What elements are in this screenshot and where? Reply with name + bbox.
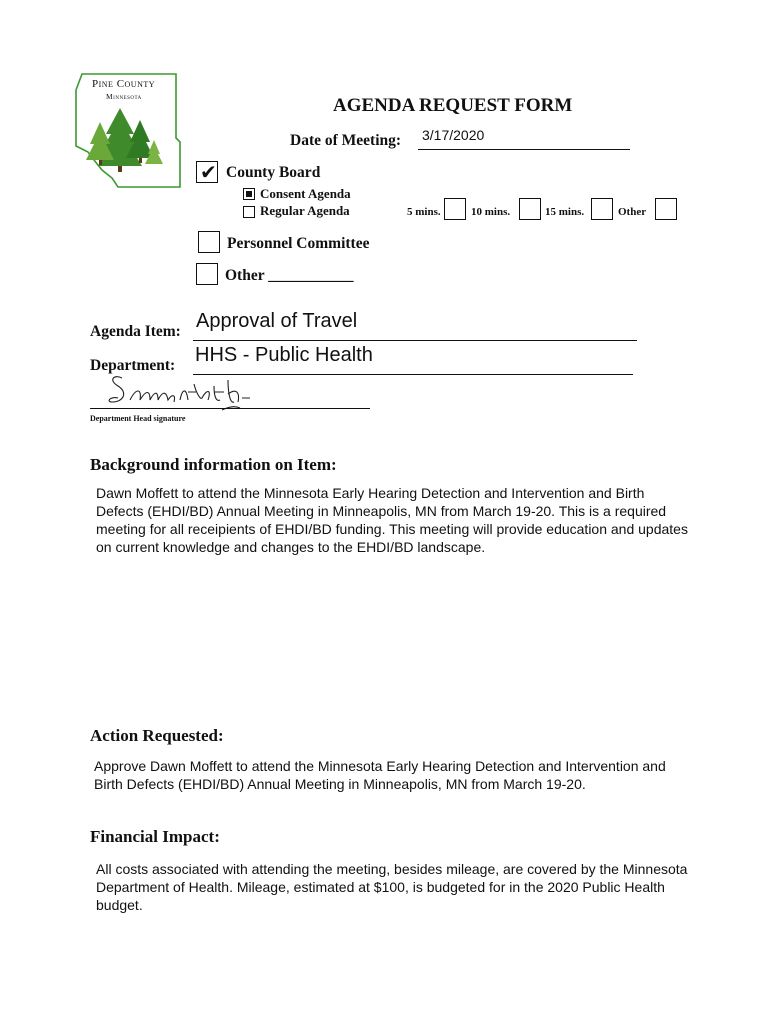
time-15-checkbox[interactable] — [591, 198, 613, 220]
time-5-label: 5 mins. — [407, 206, 441, 218]
date-field[interactable] — [418, 127, 630, 150]
time-10-label: 10 mins. — [471, 206, 511, 218]
personnel-committee-label: Personnel Committee — [227, 235, 370, 252]
background-line: on current knowledge and changes to the EHDI/BD landscape. — [96, 539, 486, 555]
regular-agenda-label: Regular Agenda — [260, 203, 350, 218]
other-checkbox[interactable] — [196, 263, 218, 285]
financial-line: Department of Health. Mileage, estimated at $100, is budgeted for in the 2020 Public Health — [96, 879, 665, 895]
financial-text[interactable] — [96, 860, 746, 914]
time-5-checkbox[interactable] — [444, 198, 466, 220]
logo-subtitle: Minnesota — [106, 92, 142, 101]
form-title: AGENDA REQUEST FORM — [333, 95, 573, 116]
logo-title: Pine County — [92, 78, 156, 90]
time-other-checkbox[interactable] — [655, 198, 677, 220]
agenda-item-label: Agenda Item: — [90, 323, 181, 340]
consent-agenda-checkbox[interactable] — [243, 188, 255, 200]
financial-line: budget. — [96, 897, 143, 913]
county-board-checkbox[interactable] — [196, 161, 218, 183]
regular-agenda-checkbox[interactable] — [243, 206, 255, 218]
checkmark-icon: ✔ — [200, 160, 217, 184]
background-text[interactable] — [96, 484, 746, 556]
handwritten-signature — [90, 372, 370, 412]
time-15-label: 15 mins. — [545, 206, 585, 218]
action-heading: Action Requested: — [90, 726, 224, 745]
background-line: Dawn Moffett to attend the Minnesota Early Hearing Detection and Intervention and Birth — [96, 485, 645, 501]
department-value: HHS - Public Health — [195, 344, 373, 366]
background-heading: Background information on Item: — [90, 455, 337, 474]
agenda-item-value: Approval of Travel — [196, 310, 358, 332]
agenda-item-field[interactable] — [193, 310, 637, 341]
department-label: Department: — [90, 357, 176, 374]
signature-field[interactable] — [90, 372, 370, 412]
time-other-label: Other — [618, 206, 647, 218]
action-line: Birth Defects (EHDI/BD) Annual Meeting in Minneapolis, MN from March 19-20. — [94, 776, 586, 792]
other-label: Other ___________ — [225, 267, 354, 284]
filled-square-icon — [246, 191, 252, 197]
date-label: Date of Meeting: — [290, 132, 402, 149]
action-line: Approve Dawn Moffett to attend the Minnesota Early Hearing Detection and Intervention and — [94, 758, 666, 774]
time-10-checkbox[interactable] — [519, 198, 541, 220]
personnel-committee-checkbox[interactable] — [198, 231, 220, 253]
date-value: 3/17/2020 — [422, 127, 485, 143]
background-line: meeting for all receipients of EHDI/BD funding. This meeting will provide education and updates — [96, 521, 688, 537]
signature-label: Department Head signature — [90, 414, 186, 423]
financial-heading: Financial Impact: — [90, 827, 220, 846]
county-logo — [72, 70, 184, 192]
county-board-label: County Board — [226, 164, 321, 181]
financial-line: All costs associated with attending the meeting, besides mileage, are covered by the Minnesota — [96, 861, 688, 877]
consent-agenda-label: Consent Agenda — [260, 186, 351, 201]
action-text[interactable] — [94, 757, 744, 793]
background-line: Defects (EHDI/BD) Annual Meeting in Minneapolis, MN from March 19-20. This is a required — [96, 503, 667, 519]
